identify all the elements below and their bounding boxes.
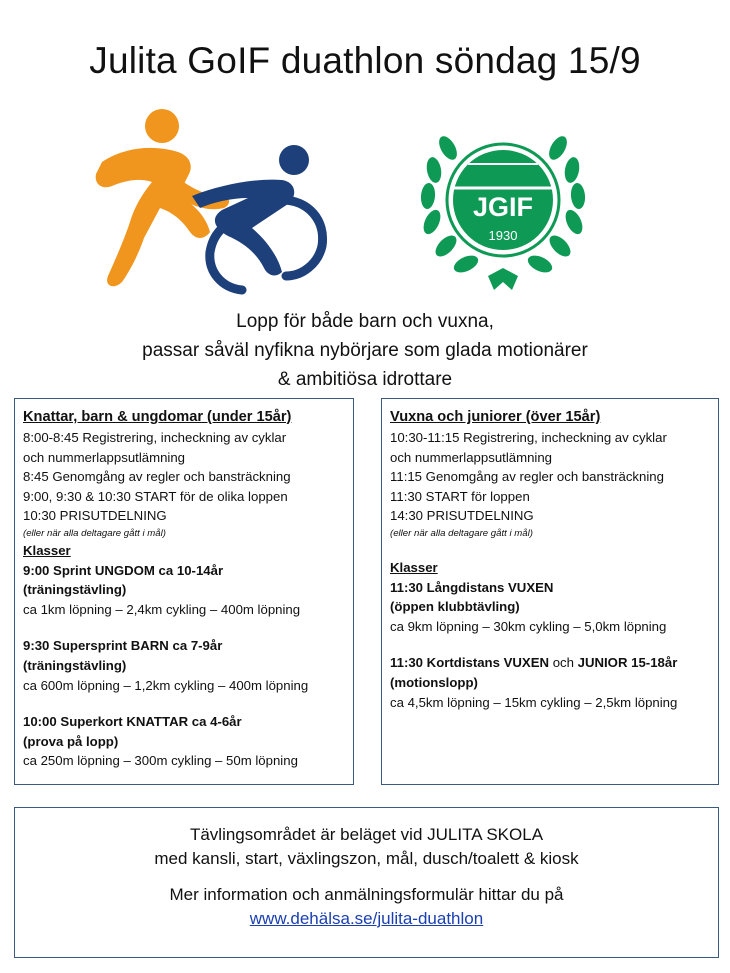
class-name: 11:30 Långdistans VUXEN [390,579,554,595]
schedule-line: 10:30-11:15 Registrering, incheckning av cyklar [390,430,667,445]
tagline-line: Lopp för både barn och vuxna, [236,311,494,332]
adults-heading: Vuxna och juniorer (över 15år) [390,409,601,425]
class-name: 10:00 Superkort KNATTAR ca 4-6år [23,714,242,730]
venue-line: med kansli, start, växlingszon, mål, dusch/toalett & kiosk [154,849,579,868]
class-type: (öppen klubbtävling) [390,599,520,615]
class-name [390,653,710,673]
crest-year: 1930 [488,228,518,243]
crest-letters: JGIF [472,192,534,222]
class-type: (träningstävling) [23,657,127,673]
info-line: Mer information och anmälningsformulär hittar du på [169,885,564,904]
class-distance: ca 600m löpning – 1,2km cykling – 400m löpning [23,677,309,693]
class-type: (träningstävling) [23,582,127,598]
classes-title: Klasser [23,542,71,558]
class-name: 9:00 Sprint UNGDOM ca 10-14år [23,562,224,578]
page-title: Julita GoIF duathlon söndag 15/9 [89,40,641,81]
schedule-line: 11:30 START för loppen [390,488,530,504]
class-type: (motionslopp) [390,674,478,690]
schedule-line: 9:00, 9:30 & 10:30 START för de olika loppen [23,488,288,504]
venue-line: Tävlingsområdet är beläget vid JULITA SKOLA [189,825,544,844]
youth-heading: Knattar, barn & ungdomar (under 15år) [23,409,292,425]
class-distance: ca 9km löpning – 30km cykling – 5,0km löpning [390,618,667,634]
classes-title: Klasser [390,559,438,575]
schedule-line: 11:15 Genomgång av regler och bansträckning [390,469,664,485]
website-link[interactable]: www.dehälsa.se/julita-duathlon [249,909,484,928]
class-type: (prova på lopp) [23,733,119,749]
class-distance: ca 1km löpning – 2,4km cykling – 400m löpning [23,601,301,617]
schedule-line: 8:00-8:45 Registrering, incheckning av cyklar [23,430,287,445]
class-name-part: 11:30 Kortdistans VUXEN [390,655,550,671]
schedule-line: 14:30 PRISUTDELNING [390,508,534,524]
adults-info-box [381,398,719,785]
tagline-line: & ambitiösa idrottare [277,369,453,390]
youth-info-box [14,398,354,785]
tagline-line: passar såväl nyfikna nybörjare som glada motionärer [142,340,588,361]
schedule-line: 10:30 PRISUTDELNING [23,508,167,524]
class-distance: ca 250m löpning – 300m cykling – 50m löpning [23,753,298,769]
class-distance: ca 4,5km löpning – 15km cykling – 2,5km löpning [390,694,678,710]
duathlon-runner-cyclist-icon [82,100,332,300]
class-name-part: JUNIOR 15-18år [577,655,678,671]
schedule-line: 8:45 Genomgång av regler och bansträckning [23,469,291,485]
class-name: 9:30 Supersprint BARN ca 7-9år [23,638,223,654]
schedule-line: och nummerlappsutlämning [390,449,552,465]
tagline [0,307,730,394]
venue-info-box [14,807,719,958]
finish-note: (eller när alla deltagare gått i mål) [23,527,166,539]
schedule-line: och nummerlappsutlämning [23,449,185,465]
jgif-laurel-crest-icon [408,108,598,298]
cyclist-figure [192,145,323,290]
class-name-part: och [549,655,578,671]
finish-note: (eller när alla deltagare gått i mål) [390,527,533,539]
